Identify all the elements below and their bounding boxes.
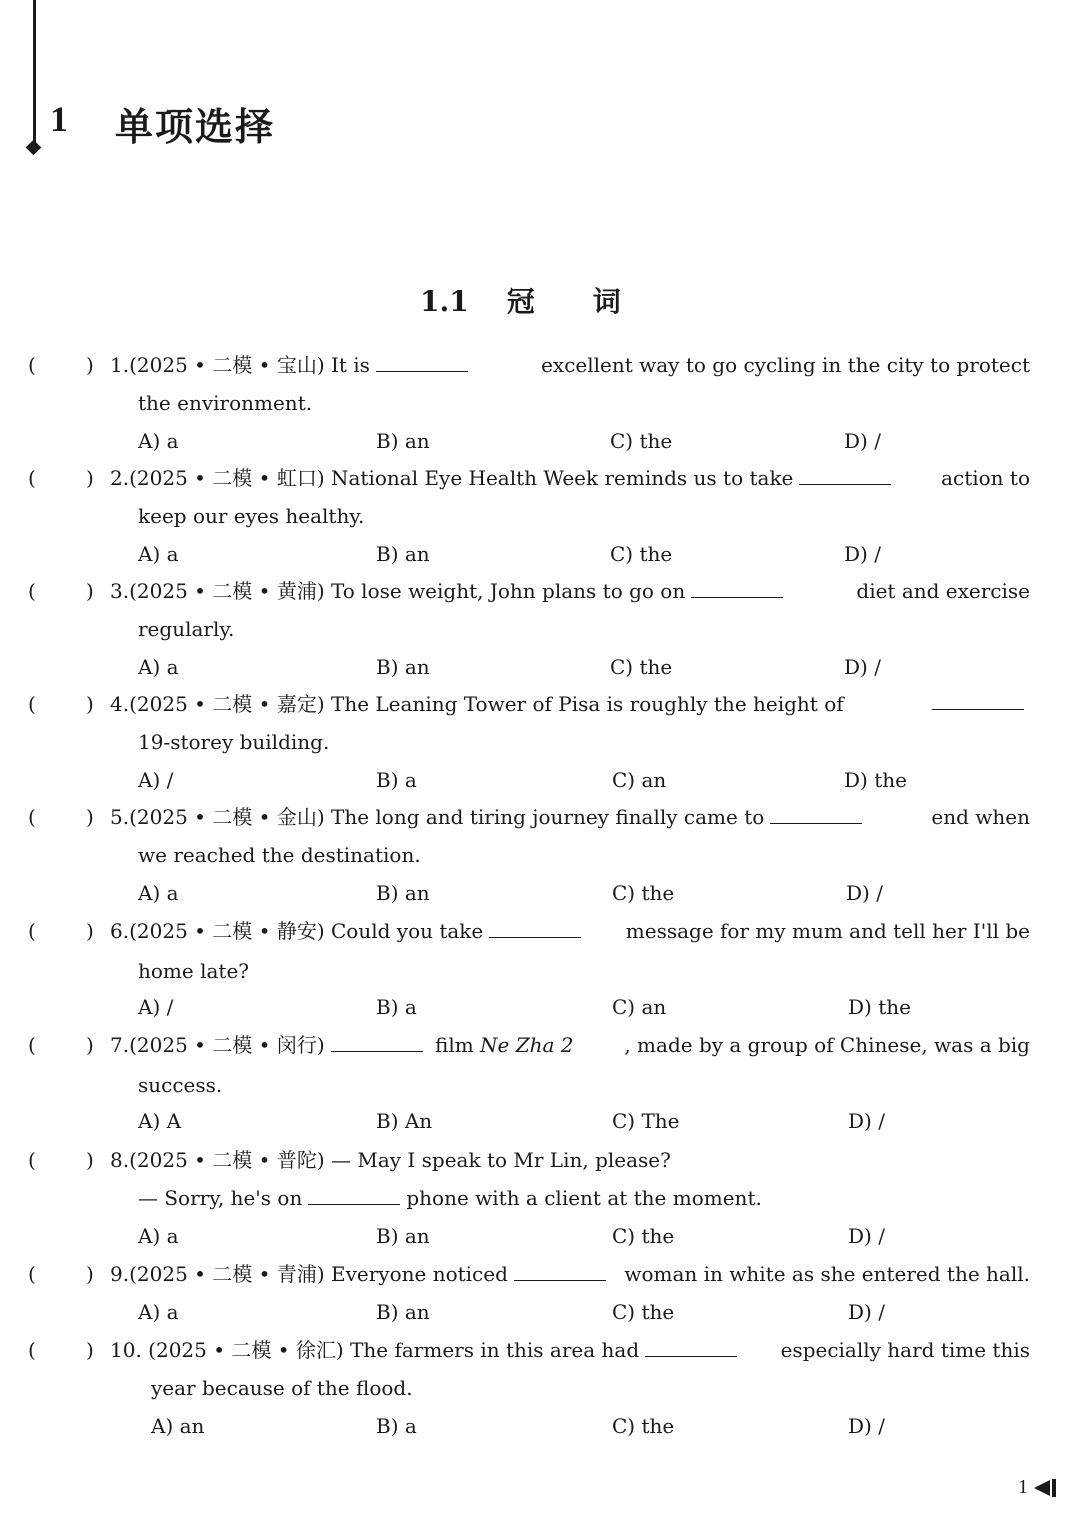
question-number: 3. bbox=[110, 579, 130, 603]
option-a: A) / bbox=[138, 995, 174, 1019]
question-stem: 2.(2025 • 二模 • 虹口) National Eye Health Week reminds us to take action to bbox=[110, 466, 1030, 490]
page-arrow-icon bbox=[1034, 1480, 1050, 1496]
question-continuation: regularly. bbox=[138, 617, 235, 641]
question-stem: 1.(2025 • 二模 • 宝山) It is excellent way to go cycling in the city to protect bbox=[110, 353, 1030, 377]
answer-paren-open: ( bbox=[28, 353, 36, 377]
answer-paren-close: ) bbox=[86, 1338, 94, 1362]
question-continuation: success. bbox=[138, 1073, 223, 1097]
option-b: B) an bbox=[376, 1300, 430, 1324]
question-continuation: 19-storey building. bbox=[138, 730, 330, 754]
option-d: D) / bbox=[848, 1109, 885, 1133]
question-source: (2025 • 二模 • 闵行) bbox=[129, 1033, 325, 1057]
option-d: D) / bbox=[848, 1224, 885, 1248]
option-a: A) a bbox=[138, 429, 179, 453]
answer-paren-open: ( bbox=[28, 692, 36, 716]
option-b: B) an bbox=[376, 542, 430, 566]
question-number: 8. bbox=[110, 1148, 130, 1172]
section-title-char-2: 词 bbox=[592, 285, 621, 318]
answer-paren-open: ( bbox=[28, 579, 36, 603]
option-d: D) / bbox=[844, 542, 881, 566]
answer-paren-open: ( bbox=[28, 805, 36, 829]
question-stem: 7.(2025 • 二模 • 闵行) film Ne Zha 2 , made by a group of Chinese, was a big bbox=[110, 1033, 1030, 1057]
question-number: 4. bbox=[110, 692, 130, 716]
question-continuation: home late? bbox=[138, 959, 249, 983]
answer-blank bbox=[489, 919, 581, 938]
film-title: Ne Zha 2 bbox=[480, 1033, 574, 1057]
option-c: C) an bbox=[612, 995, 667, 1019]
option-c: C) the bbox=[610, 542, 673, 566]
answer-paren-open: ( bbox=[28, 1338, 36, 1362]
page-bar-icon bbox=[1052, 1479, 1056, 1497]
answer-paren-close: ) bbox=[86, 466, 94, 490]
option-c: C) the bbox=[612, 1414, 675, 1438]
question-dialogue-reply: — Sorry, he's on phone with a client at the moment. bbox=[138, 1186, 762, 1210]
option-d: D) / bbox=[848, 1300, 885, 1324]
chapter-title: 单项选择 bbox=[115, 104, 276, 149]
question-stem: 8.(2025 • 二模 • 普陀) — May I speak to Mr Lin, please? bbox=[110, 1148, 671, 1172]
option-d: D) / bbox=[846, 881, 883, 905]
question-continuation: the environment. bbox=[138, 391, 313, 415]
question-number: 5. bbox=[110, 805, 130, 829]
question-stem: 3.(2025 • 二模 • 黄浦) To lose weight, John plans to go on diet and exercise bbox=[110, 579, 1030, 603]
option-b: B) a bbox=[376, 768, 417, 792]
option-a: A) / bbox=[138, 768, 174, 792]
section-title bbox=[420, 280, 621, 320]
chapter-number: 1 bbox=[50, 99, 68, 139]
question-continuation: keep our eyes healthy. bbox=[138, 504, 365, 528]
option-d: D) / bbox=[848, 1414, 885, 1438]
answer-blank bbox=[691, 579, 783, 598]
question-number: 1. bbox=[110, 353, 130, 377]
answer-paren-open: ( bbox=[28, 1033, 36, 1057]
question-source: (2025 • 二模 • 宝山) bbox=[129, 353, 325, 377]
option-d: D) the bbox=[848, 995, 911, 1019]
option-c: C) the bbox=[612, 881, 675, 905]
option-a: A) a bbox=[138, 655, 179, 679]
answer-blank bbox=[645, 1338, 737, 1357]
question-continuation: we reached the destination. bbox=[138, 843, 421, 867]
answer-paren-close: ) bbox=[86, 1262, 94, 1286]
question-number: 10. bbox=[110, 1338, 142, 1362]
answer-paren-close: ) bbox=[86, 1148, 94, 1172]
question-continuation: year because of the flood. bbox=[151, 1376, 413, 1400]
option-a: A) a bbox=[138, 1300, 179, 1324]
chapter-rule bbox=[33, 0, 36, 146]
question-source: (2025 • 二模 • 徐汇) bbox=[148, 1338, 344, 1362]
option-b: B) a bbox=[376, 1414, 417, 1438]
option-a: A) a bbox=[138, 881, 179, 905]
question-number: 9. bbox=[110, 1262, 130, 1286]
answer-paren-open: ( bbox=[28, 466, 36, 490]
question-stem: 4.(2025 • 二模 • 嘉定) The Leaning Tower of Pisa is roughly the height of bbox=[110, 691, 1030, 717]
answer-blank bbox=[376, 353, 468, 372]
answer-blank bbox=[331, 1033, 423, 1052]
section-number: 1.1 bbox=[420, 285, 469, 318]
option-a: A) an bbox=[151, 1414, 205, 1438]
answer-blank bbox=[799, 466, 891, 485]
answer-blank bbox=[514, 1262, 606, 1281]
answer-paren-open: ( bbox=[28, 1148, 36, 1172]
answer-paren-close: ) bbox=[86, 1033, 94, 1057]
option-c: C) the bbox=[612, 1300, 675, 1324]
option-b: B) an bbox=[376, 1224, 430, 1248]
option-c: C) the bbox=[610, 655, 673, 679]
answer-paren-close: ) bbox=[86, 919, 94, 943]
answer-paren-open: ( bbox=[28, 919, 36, 943]
answer-paren-close: ) bbox=[86, 353, 94, 377]
question-number: 7. bbox=[110, 1033, 130, 1057]
question-stem: 5.(2025 • 二模 • 金山) The long and tiring journey finally came to end when bbox=[110, 805, 1030, 829]
answer-paren-close: ) bbox=[86, 579, 94, 603]
answer-paren-open: ( bbox=[28, 1262, 36, 1286]
answer-blank bbox=[308, 1186, 400, 1205]
option-b: B) An bbox=[376, 1109, 433, 1133]
option-a: A) a bbox=[138, 1224, 179, 1248]
option-b: B) an bbox=[376, 881, 430, 905]
option-b: B) an bbox=[376, 429, 430, 453]
option-a: A) a bbox=[138, 542, 179, 566]
question-source: (2025 • 二模 • 金山) bbox=[129, 805, 325, 829]
question-number: 2. bbox=[110, 466, 130, 490]
option-c: C) the bbox=[612, 1224, 675, 1248]
page-number: 1 bbox=[1018, 1476, 1028, 1498]
option-a: A) A bbox=[138, 1109, 182, 1133]
page-footer bbox=[1018, 1476, 1056, 1499]
question-source: (2025 • 二模 • 黄浦) bbox=[129, 579, 325, 603]
section-title-char-1: 冠 bbox=[506, 285, 535, 318]
option-b: B) an bbox=[376, 655, 430, 679]
question-stem: 6.(2025 • 二模 • 静安) Could you take message for my mum and tell her I'll be bbox=[110, 919, 1030, 943]
option-b: B) a bbox=[376, 995, 417, 1019]
answer-paren-close: ) bbox=[86, 692, 94, 716]
chapter-diamond-marker bbox=[26, 140, 42, 156]
question-source: (2025 • 二模 • 普陀) bbox=[129, 1148, 325, 1172]
option-d: D) / bbox=[844, 655, 881, 679]
answer-paren-close: ) bbox=[86, 805, 94, 829]
question-source: (2025 • 二模 • 青浦) bbox=[129, 1262, 325, 1286]
option-c: C) the bbox=[610, 429, 673, 453]
option-d: D) / bbox=[844, 429, 881, 453]
question-stem: 9.(2025 • 二模 • 青浦) Everyone noticed woman in white as she entered the hall. bbox=[110, 1262, 1030, 1286]
question-source: (2025 • 二模 • 虹口) bbox=[129, 466, 325, 490]
question-stem: 10. (2025 • 二模 • 徐汇) The farmers in this area had especially hard time this bbox=[110, 1338, 1030, 1362]
question-number: 6. bbox=[110, 919, 130, 943]
answer-blank bbox=[932, 691, 1024, 710]
option-c: C) The bbox=[612, 1109, 680, 1133]
option-c: C) an bbox=[612, 768, 667, 792]
question-source: (2025 • 二模 • 静安) bbox=[129, 919, 325, 943]
option-d: D) the bbox=[844, 768, 907, 792]
question-source: (2025 • 二模 • 嘉定) bbox=[129, 692, 325, 716]
answer-blank bbox=[770, 805, 862, 824]
